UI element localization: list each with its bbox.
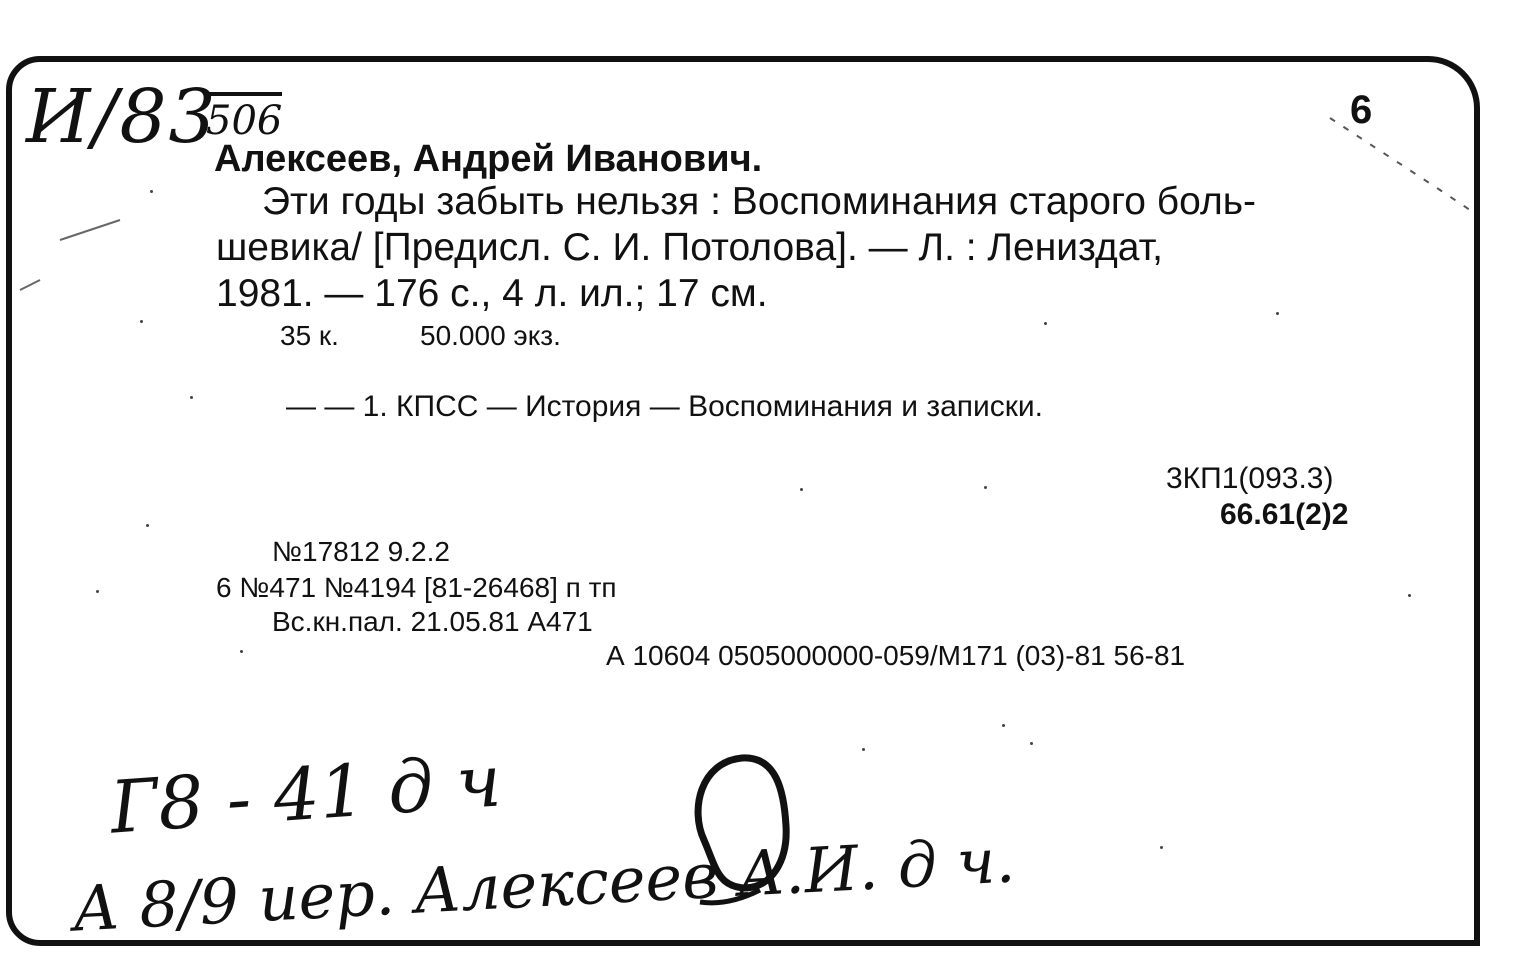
scan-speck [96,590,99,593]
scan-speck [1002,724,1005,727]
handwritten-shelf-mark: И/83 [26,74,218,160]
corner-number: 6 [1350,88,1373,132]
author-heading: Алексеев, Андрей Иванович. [214,138,763,180]
price: 35 к. [280,320,339,351]
handwritten-shelf-sub: 506 [206,92,282,144]
ref-line-4: А 10604 0505000000-059/М171 (03)-81 56-81 [606,640,1186,671]
scan-speck [1030,742,1033,745]
scan-speck [984,486,987,489]
ref-line-1: №17812 9.2.2 [272,536,450,567]
scan-speck [240,650,243,653]
title-line-1: Эти годы забыть нельзя : Воспоминания старого боль- [262,180,1257,223]
print-run: 50.000 экз. [420,320,561,351]
title-line-2: шевика/ [Предисл. С. И. Потолова]. — Л. : Лениздат, [216,226,1164,269]
scan-speck [1160,846,1163,849]
subject-heading: — — 1. КПСС — История — Воспоминания и записки. [286,390,1043,423]
scan-speck [150,190,153,193]
scan-speck [800,488,803,491]
scan-speck [146,524,149,527]
scan-speck [862,748,865,751]
handwritten-note-1: Г8 - 41 д ч [107,738,504,850]
handwritten-note-2: А 8/9 иер. Алексеев А.И. д ч. [70,823,1017,946]
title-line-3: 1981. — 176 с., 4 л. ил.; 17 см. [216,272,768,315]
scan-speck [140,320,143,323]
ref-line-2: 6 №471 №4194 [81-26468] п тп [216,572,617,603]
scan-speck [190,396,193,399]
scan-speck [1408,594,1411,597]
classification-2: 66.61(2)2 [1220,498,1349,531]
classification-1: 3КП1(093.3) [1166,462,1334,495]
scan-speck [1044,322,1047,325]
scan-speck [1276,312,1279,315]
ref-line-3: Вс.кн.пал. 21.05.81 А471 [272,606,593,637]
